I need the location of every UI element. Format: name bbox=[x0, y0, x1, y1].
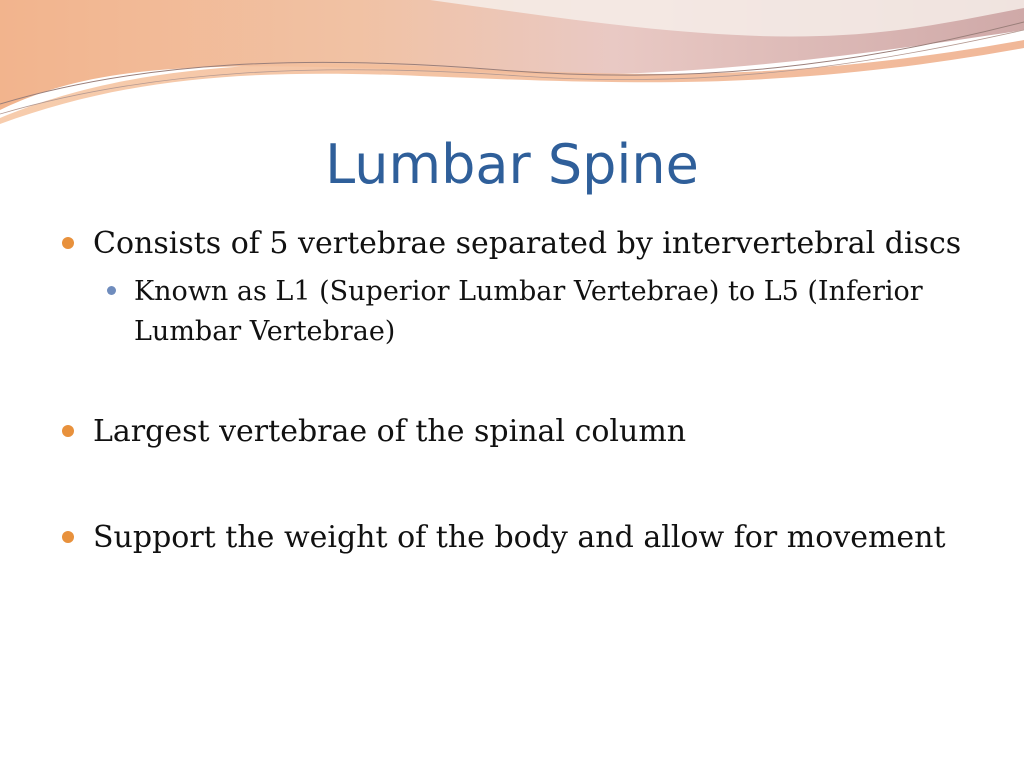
bullet-dot-icon bbox=[62, 237, 74, 249]
sub-list-item bbox=[107, 272, 982, 352]
sub-bullet-dot-icon bbox=[107, 286, 116, 295]
bullet-text: Largest vertebrae of the spinal column bbox=[93, 414, 687, 449]
sub-bullet-text: Known as L1 (Superior Lumbar Vertebrae) to L5 (Inferior Lumbar Vertebrae) bbox=[134, 276, 923, 347]
slide-body bbox=[62, 222, 982, 560]
list-item bbox=[62, 410, 982, 454]
bullet-text: Support the weight of the body and allow for movement bbox=[93, 520, 946, 555]
bullet-text: Consists of 5 vertebrae separated by intervertebral discs bbox=[93, 226, 962, 261]
list-item bbox=[62, 516, 982, 560]
bullet-dot-icon bbox=[62, 425, 74, 437]
bullet-dot-icon bbox=[62, 531, 74, 543]
page-title: Lumbar Spine bbox=[325, 133, 699, 196]
list-item bbox=[62, 222, 982, 266]
decorative-wave-header bbox=[0, 0, 1024, 130]
